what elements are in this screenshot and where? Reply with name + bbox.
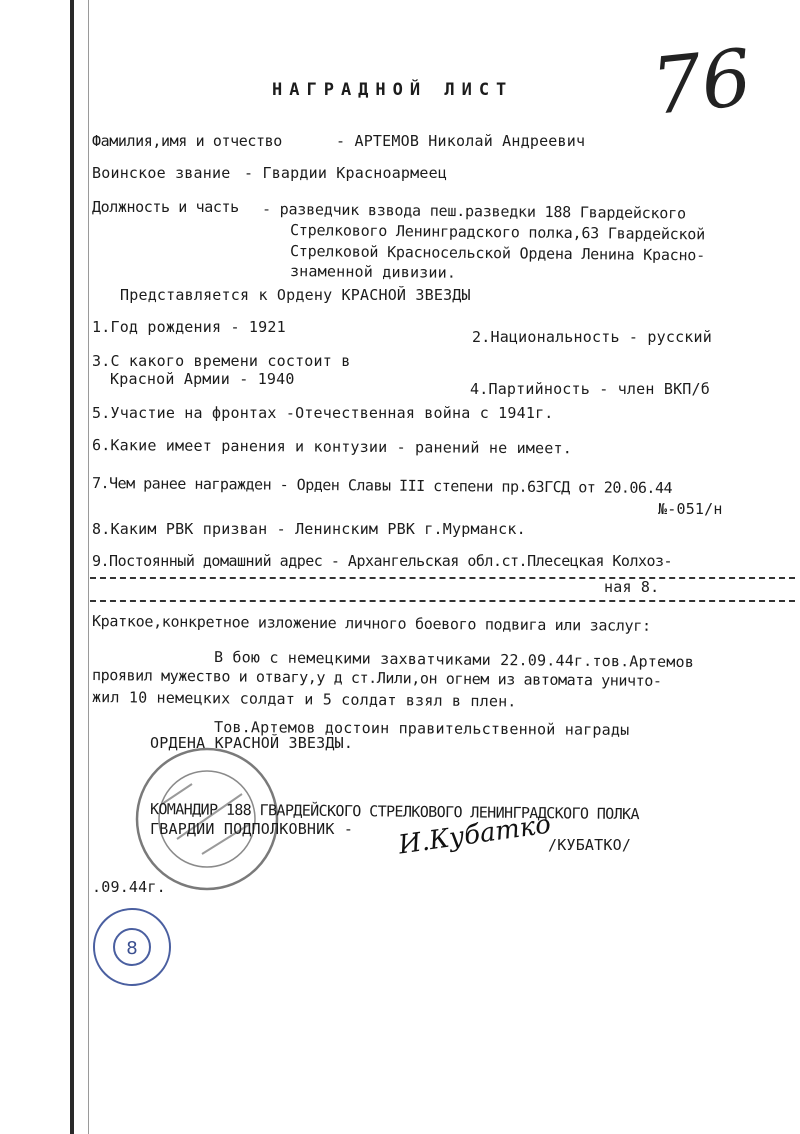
- small-round-stamp: [90, 905, 174, 989]
- commander-line-2: ГВАРДИИ ПОДПОЛКОВНИК -: [150, 820, 354, 838]
- commander-line-1: КОМАНДИР 188 ГВАРДЕЙСКОГО СТРЕЛКОВОГО ЛЕНИНГРАДСКОГО ПОЛКА: [149, 800, 640, 824]
- question-4-party: 4.Партийность - член ВКП/б: [470, 380, 710, 398]
- feat-line-2: проявил мужество и отвагу,у д ст.Лили,он огнем из автомата уничто-: [91, 666, 662, 690]
- question-5-fronts: 5.Участие на фронтах -Отечественная война с 1941г.: [92, 404, 554, 422]
- document-date: .09.44г.: [92, 878, 166, 896]
- question-3-line-1: 3.С какого времени состоит в: [92, 352, 351, 370]
- separator-line-1: [90, 577, 795, 579]
- question-7-awards: 7.Чем ранее награжден - Орден Славы III степени пр.63ГСД от 20.06.44: [91, 474, 673, 498]
- question-9-address-cont: ная 8.: [604, 578, 660, 596]
- question-2-nationality: 2.Национальность - русский: [472, 328, 712, 346]
- position-line-1: - разведчик взвода пеш.разведки 188 Гвардейского: [261, 200, 686, 223]
- fio-label: Фамилия,имя и отчество: [92, 132, 282, 150]
- feat-line-1: В бою с немецкими захватчиками 22.09.44г.тов.Артемов: [213, 648, 695, 672]
- feat-header: Краткое,конкретное изложение личного боевого подвига или заслуг:: [91, 612, 651, 635]
- question-6-wounds: 6.Какие имеет ранения и контузии - ранений не имеет.: [91, 436, 573, 458]
- document-title: НАГРАДНОЙ ЛИСТ: [272, 80, 514, 100]
- question-8-conscription: 8.Каким РВК призван - Ленинским РВК г.Мурманск.: [92, 520, 526, 538]
- separator-line-2: [90, 600, 795, 602]
- presented-for-award: Представляется к Ордену КРАСНОЙ ЗВЕЗДЫ: [120, 286, 471, 304]
- rank-label: Воинское звание: [92, 164, 231, 182]
- page-edge-line: [88, 0, 89, 1134]
- position-line-4: знаменной дивизии.: [289, 262, 457, 282]
- position-line-3: Стрелковой Красносельской Ордена Ленина Красно-: [289, 242, 706, 265]
- question-3-line-2: Красной Армии - 1940: [110, 370, 295, 388]
- handwritten-archive-number: 76: [647, 33, 756, 133]
- position-label: Должность и часть: [92, 198, 239, 216]
- commander-signature: И.Кубатко: [396, 809, 553, 861]
- page-edge-shadow: [70, 0, 74, 1134]
- position-line-2: Стрелкового Ленинградского полка,63 Гвардейской: [289, 221, 706, 244]
- question-1-birth-year: 1.Год рождения - 1921: [92, 318, 286, 336]
- feat-line-3: жил 10 немецких солдат и 5 солдат взял в плен.: [91, 688, 517, 711]
- feat-line-5: ОРДЕНА КРАСНОЙ ЗВЕЗДЫ.: [150, 734, 354, 752]
- small-stamp-number: 8: [126, 938, 138, 959]
- rank-value: - Гвардии Красноармеец: [244, 164, 448, 182]
- feat-line-4: Тов.Артемов достоин правительственной награды: [213, 718, 630, 739]
- question-9-address: 9.Постоянный домашний адрес - Архангельская обл.ст.Плесецкая Колхоз-: [92, 552, 673, 570]
- question-7-order-number: №-051/н: [658, 500, 723, 518]
- commander-name: /КУБАТКО/: [548, 836, 632, 854]
- fio-value: - АРТЕМОВ Николай Андреевич: [336, 132, 586, 150]
